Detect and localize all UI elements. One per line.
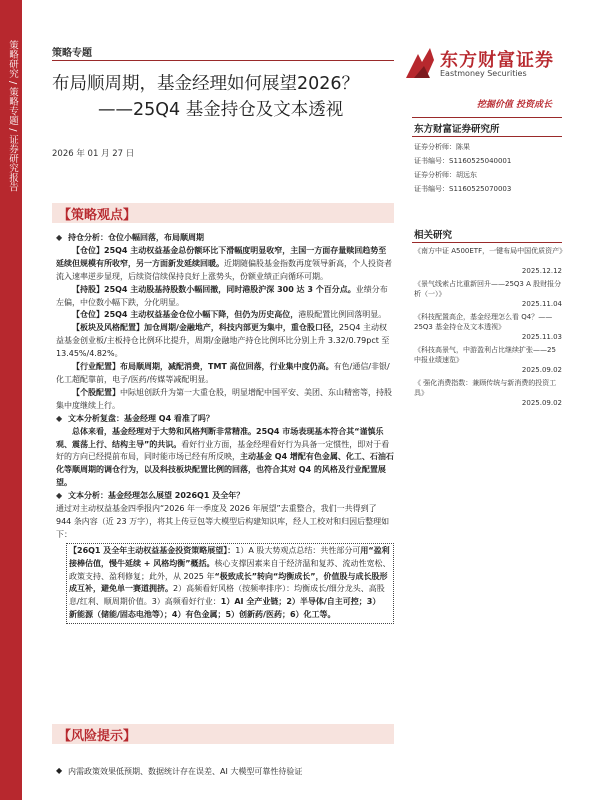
related-item[interactable]: 《南方中证 A500ETF，一键布局中国优质资产》 [414,247,567,255]
box-bold: 1）AI 全产业链；2）半导体/自主可控；3） 新能源（储能/固态电池等）；4）有色金属；5）创新药/医药；6）化工等。 [69,597,381,620]
bullet-heading: 持仓分析：仓位小幅回落，布局顺周期 [68,233,204,242]
section-header-risk [52,724,394,744]
report-category: 策略专题 [52,48,92,59]
related-item[interactable]: 《科技配置高企，基金经理怎么看 Q4？——25Q3 基金持仓及文本透视》 [414,313,553,331]
para-text: 近期随偏股基金指数再度领导新高，个人投资者流入速率逆步显现，后续资信续保持良好上涨势头，份额业绩正向循环可期。 [56,258,392,281]
para-text: 中际旭创跃升为第一大重仓股，明显增配中国平安、美团、东山精密等，持股集中度继续上行。 [56,387,392,410]
paragraph: 通过对主动权益基金四季报内“2026 年一季度及 2026 年展望”去重整合，我们一共得到了 944 条内容（近 23 万字），将其上传豆包等大模型后构建知识库，经人工校对和归因后整理如下： [56,504,390,539]
para-text: 港股配置比例回落明显。 [298,310,387,320]
related-date: 2025.12.12 [521,267,562,275]
related-item[interactable]: 《 强化消费指数：兼顾传统与新消费的投资工具》 [414,379,557,397]
para-text: 看好行业方面，基金经理看好行为具备一定惯性，即对于看好的方向已经提前布局，同时能市场已经有所反映， [56,439,390,462]
related-date: 2025.09.02 [521,366,562,374]
related-research-heading: 相关研究 [414,230,453,241]
brand-slogan: 挖掘价值 投资成长 [476,100,552,110]
bullet-heading: 文本分析：基金经理怎么展望 2026Q1 及全年？ [68,491,245,501]
para-text: 25Q4 主动权益基金创业板/主板持仓比例环比提升，周期/金融地产持仓比例环比分别上升 3.32/0.79pct 至 13.45%/4.82%。 [56,323,390,359]
brand-name: 东方财富证券 [440,50,554,71]
report-title-line2: ——25Q4 基金持仓及文本透视 [98,100,344,120]
paragraph [56,322,394,361]
divider [412,136,562,137]
analyst-line: 证券分析师：胡远东 [414,171,477,179]
box-text: 核心支撑因素来自于经济温和复苏、流动性宽松、政策支持、盈利修复；此外，从 2025 年 [69,558,391,581]
paragraph [56,245,394,284]
bullet-item [56,490,394,503]
paragraph [56,387,394,413]
report-title-line1: 布局顺周期，基金经理如何展望2026？ [52,74,360,94]
box-bold: “极致成长”转向“均衡成长”，价值股与成长股形成互补，避免单一赛道拥挤。 [69,571,388,594]
para-label: 【个股配置】 [72,387,120,397]
risk-text: 内需政策效果低预期、数据统计存在误差、AI 大模型可靠性待验证 [68,767,303,776]
paragraph [56,284,394,310]
bullet-item [56,413,394,426]
related-item[interactable]: 《科技高景气，中游盈利占比继续扩张——25 中报业绩速览》 [414,346,556,364]
brand-name-en: Eastmoney Securities [440,69,527,78]
para-label: 【板块及风格配置】 [72,323,144,333]
related-date: 2025.11.03 [521,333,562,341]
para-text: 有色/通信/非银/化工超配靠前，电子/医药/传媒等减配明显。 [56,362,390,384]
diamond-bullet-icon: ◆ [56,413,63,423]
para-label: 【仓位】 [72,245,104,255]
para-label: 【行业配置】 [72,362,120,372]
para-bold: 主动基金 Q4 增配有色金属、化工、石油石化等顺周期的调仓行为，以及科技板块配置比例的回落，也符合其对 Q4 的风格及行业配置展望。 [56,452,394,488]
bullet-heading: 文本分析复盘：基金经理 Q4 看准了吗？ [68,413,214,423]
strategy-outlook-box [66,543,394,624]
para-bold: 加仓周期/金融地产，科技内部更为集中，重仓股口径， [144,323,339,333]
box-label: 【26Q1 及全年主动权益基金投资策略展望】： [69,545,236,555]
section-title: 【风险提示】 [58,729,137,744]
box-text: 1）A 股大势观点总结：共性部分可 [235,545,361,555]
institute-name: 东方财富证券研究所 [414,124,500,135]
divider [412,117,562,118]
para-bold: 布局顺周期，减配消费，TMT 高位回落，行业集中度仍高。 [120,362,334,372]
paragraph [56,361,394,387]
paragraph [56,426,394,491]
bullet-item [56,232,394,245]
diamond-bullet-icon: ◆ [56,491,63,501]
related-date: 2025.11.04 [521,300,562,308]
analyst-line: 证书编号：S1160525070003 [414,185,512,193]
section-title: 【策略观点】 [58,208,137,223]
analyst-line: 证书编号：S1160525040001 [414,157,512,165]
divider [412,242,562,243]
box-bold: 用“盈利接棒估值，慢牛延续 + 风格均衡”概括。 [69,545,390,568]
para-label: 【仓位】 [72,310,104,320]
divider [52,60,394,61]
paragraph [56,309,394,322]
sidebar-label: 策略研究 / 策略专题 / 证券研究报告 [7,40,18,192]
diamond-bullet-icon: ◆ [56,233,63,242]
section-header-views [52,203,394,223]
para-label: 【持股】 [72,284,104,294]
related-item[interactable]: 《景气线索占比重新回升——25Q3 A 股财报分析（一）》 [414,280,562,298]
para-text: 业绩分布左偏，中位数小幅下跌，分化明显。 [56,284,388,307]
box-text: 2）高频看好风格（按频率排序）：均衡成长/细分龙头、高股息/红利、顺周期价值。3）高频看好行业： [69,584,385,607]
para-bold: 25Q4 主动权益基金总份额环比下滑幅度明显收窄，主国一方面存量赎回趋势至延续但规模有所收窄，另一方面新发延续回暖。 [56,245,387,268]
related-date: 2025.09.02 [521,399,562,407]
strategy-body [56,232,394,624]
report-date: 2026 年 01 月 27 日 [52,149,135,159]
para-bold: 总体来看，基金经理对于大势和风格判断非常精准。25Q4 市场表现基本符合其“谨慎乐观、震荡上行、结构主导”的共识。 [56,426,384,449]
diamond-bullet-icon: ◆ [56,766,63,775]
analyst-line: 证券分析师：陈果 [414,143,470,151]
left-sidebar [0,0,22,800]
para-bold: 25Q4 主动权益基金仓位小幅下降，但仍为历史高位， [104,310,299,320]
para-bold: 25Q4 主动股基持股数小幅回撤，同时港股沪深 300 达 3 个百分点。 [104,284,356,294]
